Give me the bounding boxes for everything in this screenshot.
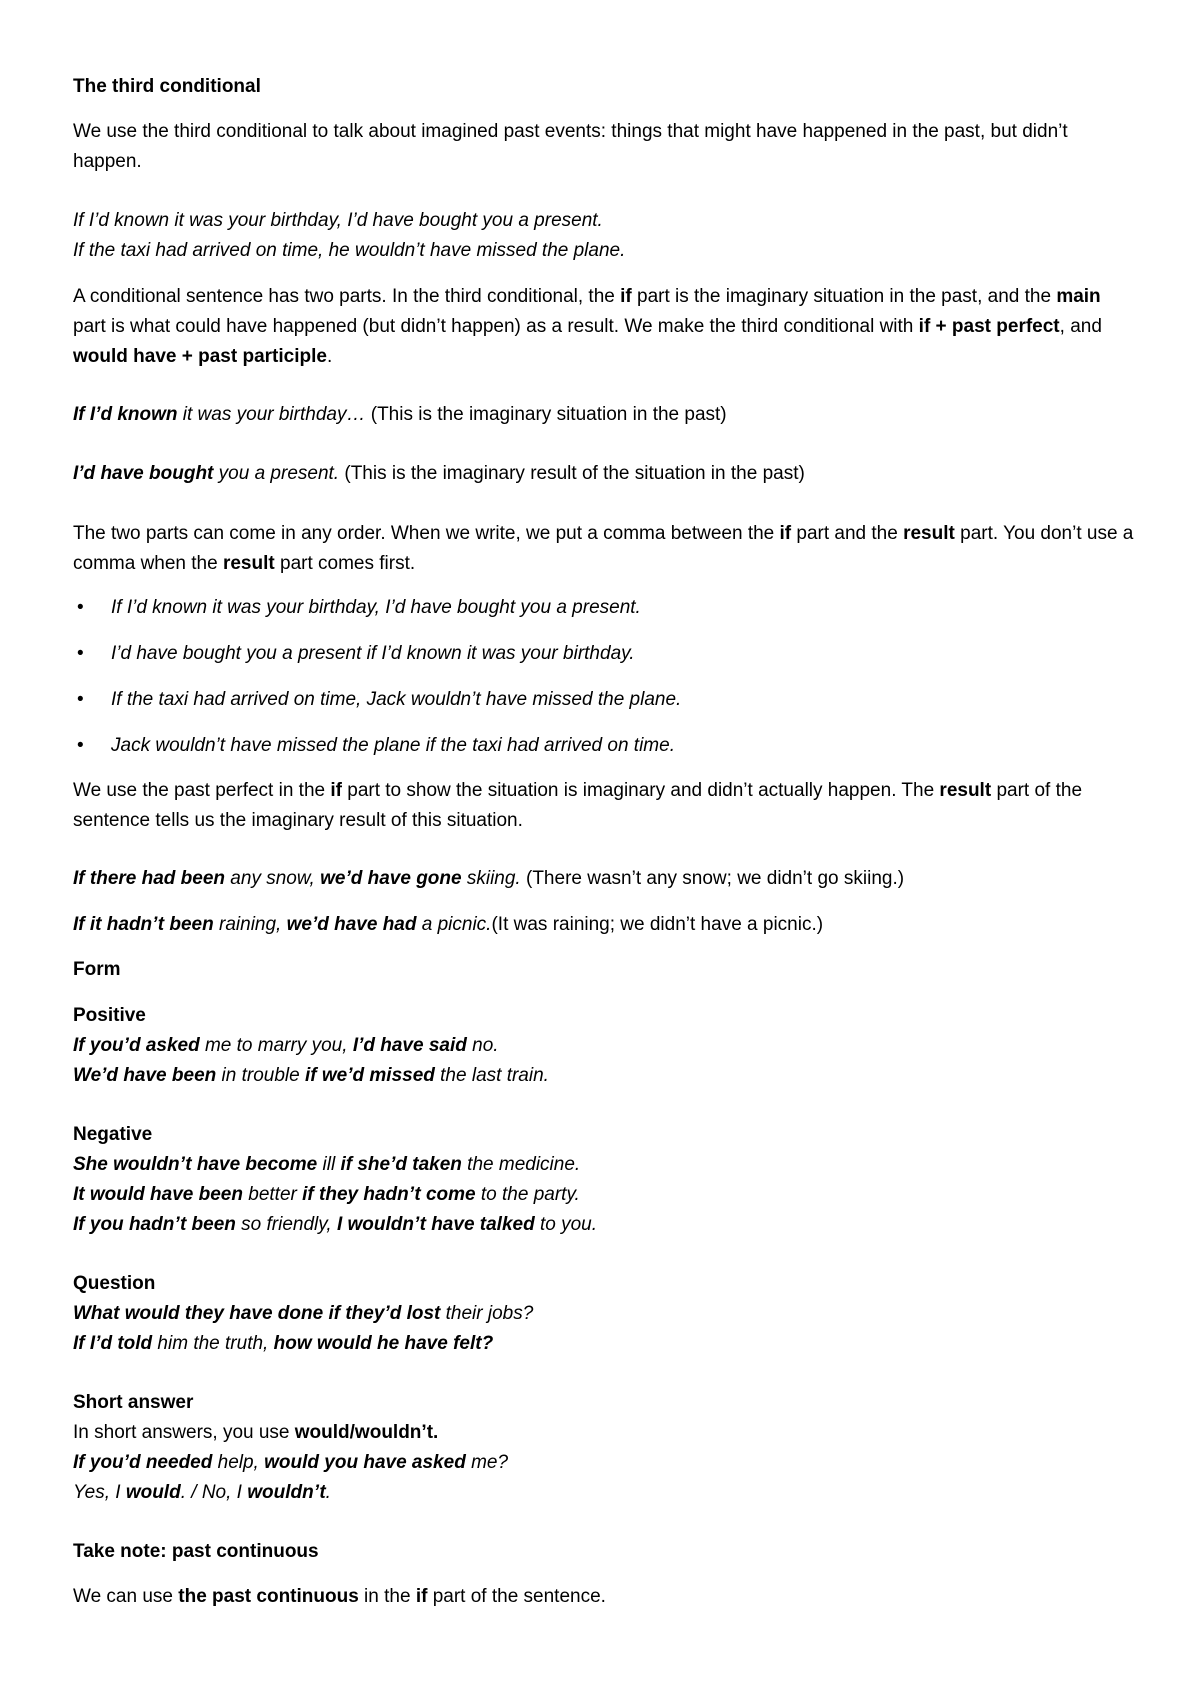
example-line [73, 1329, 1138, 1359]
keyword: if [620, 286, 632, 307]
short-answer-section [73, 1388, 1138, 1508]
example-italic: in trouble [216, 1065, 305, 1086]
example-line [73, 1150, 1138, 1180]
example-italic: skiing. [461, 868, 521, 889]
example-bold: wouldn’t [247, 1482, 326, 1503]
snow-example [73, 864, 1138, 894]
example-bold: If I’d known [73, 404, 178, 425]
example-bold: What would they have done if they’d lost [73, 1303, 441, 1324]
intro-paragraph: We use the third conditional to talk about imagined past events: things that might have happened in the past, but didn’t happen. [73, 121, 1068, 172]
example-italic: so friendly, [235, 1214, 337, 1235]
example-note: (There wasn’t any snow; we didn’t go skiing.) [520, 868, 905, 889]
example-bold: if they hadn’t come [302, 1184, 476, 1205]
short-answer-heading: Short answer [73, 1392, 194, 1413]
example-sentence: If I’d known it was your birthday, I’d have bought you a present. [73, 210, 603, 231]
keyword: result [939, 780, 992, 801]
positive-section [73, 1001, 1138, 1091]
example-line [73, 1031, 1138, 1061]
question-heading: Question [73, 1273, 156, 1294]
keyword: result [222, 553, 275, 574]
text-run: . [326, 346, 333, 367]
example-bold: we’d have had [286, 914, 417, 935]
text-run: part. You don’t use a comma when the [73, 523, 1134, 574]
text-run: We can use [73, 1586, 179, 1607]
question-section [73, 1269, 1138, 1359]
keyword: result [903, 523, 955, 544]
example-bold: If you’d needed [73, 1452, 213, 1473]
keyword: if + past perfect [918, 316, 1060, 337]
list-item: • If I’d known it was your birthday, I’d have bought you a present. [111, 593, 1111, 623]
example-bold: would you have asked [264, 1452, 466, 1473]
example-italic: . [325, 1482, 331, 1503]
example-bold: I wouldn’t have talked [336, 1214, 535, 1235]
example-italic: a picnic. [416, 914, 492, 935]
example-italic: raining, [213, 914, 287, 935]
example-italic: the medicine. [461, 1154, 581, 1175]
example-bold: If I’d told [73, 1333, 153, 1354]
example-bold: would [125, 1482, 181, 1503]
keyword: if [415, 1586, 428, 1607]
keyword: if [779, 523, 792, 544]
example-bold: if we’d missed [305, 1065, 435, 1086]
negative-heading: Negative [73, 1124, 153, 1145]
example-italic: any snow, [225, 868, 321, 889]
example-bold: we’d have gone [320, 868, 462, 889]
text-run: part is what could have happened (but didn’t happen) as a result. We make the third conditional with [73, 316, 919, 337]
example-italic: ill [317, 1154, 341, 1175]
example-line [73, 1061, 1138, 1091]
example-italic: you a present. [213, 463, 340, 484]
example-bold: I’d have bought [73, 463, 214, 484]
example-note: (This is the imaginary result of the situation in the past) [339, 463, 805, 484]
example-bold: how would he have felt? [273, 1333, 494, 1354]
text-run: , and [1059, 316, 1102, 337]
positive-heading: Positive [73, 1005, 146, 1026]
example-bold: It would have been [73, 1184, 243, 1205]
example-bold: I’d have said [352, 1035, 467, 1056]
example-italic: him the truth, [152, 1333, 274, 1354]
example-italic: me to marry you, [199, 1035, 353, 1056]
keyword: if [330, 780, 342, 801]
example-line [73, 1448, 1138, 1478]
negative-section [73, 1120, 1138, 1240]
intro-examples [73, 206, 1138, 266]
example-note: (This is the imaginary situation in the past) [365, 404, 727, 425]
example-italic: the last train. [434, 1065, 549, 1086]
example-italic: to the party. [475, 1184, 580, 1205]
example-sentence: If the taxi had arrived on time, he wouldn’t have missed the plane. [73, 240, 626, 261]
list-item: • If the taxi had arrived on time, Jack wouldn’t have missed the plane. [111, 685, 1111, 715]
text-run: We use the past perfect in the [73, 780, 331, 801]
form-heading: Form [73, 959, 121, 980]
example-italic: to you. [534, 1214, 598, 1235]
example-note: (It was raining; we didn’t have a picnic.) [491, 914, 824, 935]
result-part-example [73, 459, 1138, 489]
text-run: part to show the situation is imaginary and didn’t actually happen. The [341, 780, 940, 801]
keyword: the past continuous [178, 1586, 359, 1607]
example-italic: their jobs? [440, 1303, 534, 1324]
short-answer-intro [73, 1418, 1138, 1448]
list-item: • Jack wouldn’t have missed the plane if the taxi had arrived on time. [111, 731, 1111, 761]
example-bold: She wouldn’t have become [73, 1154, 318, 1175]
example-italic: Yes, I [73, 1482, 126, 1503]
text-run: The two parts can come in any order. When we write, we put a comma between the [73, 523, 780, 544]
example-bold: if she’d taken [340, 1154, 462, 1175]
example-line [73, 1210, 1138, 1240]
text-run: part comes first. [274, 553, 416, 574]
keyword: would have + past participle [73, 346, 327, 367]
order-paragraph [73, 519, 1138, 579]
example-italic: me? [465, 1452, 509, 1473]
example-bold: We’d have been [73, 1065, 217, 1086]
past-perfect-paragraph [73, 776, 1138, 836]
text-run: part of the sentence. [427, 1586, 606, 1607]
document-title: The third conditional [73, 76, 261, 97]
text-run: In short answers, you use [73, 1422, 295, 1443]
list-item: • I’d have bought you a present if I’d known it was your birthday. [111, 639, 1111, 669]
example-line [73, 1180, 1138, 1210]
text-run: part and the [791, 523, 904, 544]
example-italic: . / No, I [180, 1482, 248, 1503]
take-note-heading: Take note: past continuous [73, 1541, 319, 1562]
example-italic: it was your birthday… [177, 404, 366, 425]
rain-example [73, 910, 1138, 940]
text-run: part of the sentence tells us the imaginary result of this situation. [73, 780, 1083, 831]
example-bold: If you hadn’t been [73, 1214, 236, 1235]
example-italic: better [242, 1184, 303, 1205]
example-bold: If it hadn’t been [73, 914, 214, 935]
example-italic: no. [466, 1035, 499, 1056]
text-run: part is the imaginary situation in the past, and the [631, 286, 1057, 307]
example-bold: If you’d asked [73, 1035, 200, 1056]
text-run: A conditional sentence has two parts. In the third conditional, the [73, 286, 621, 307]
if-part-example [73, 400, 1138, 430]
example-italic: help, [212, 1452, 265, 1473]
example-line [73, 1478, 1138, 1508]
take-note-paragraph [73, 1582, 1138, 1612]
keyword: would/wouldn’t. [294, 1422, 439, 1443]
example-bold: If there had been [73, 868, 226, 889]
keyword: main [1056, 286, 1101, 307]
example-line [73, 1299, 1138, 1329]
structure-paragraph [73, 282, 1138, 372]
text-run: in the [358, 1586, 416, 1607]
